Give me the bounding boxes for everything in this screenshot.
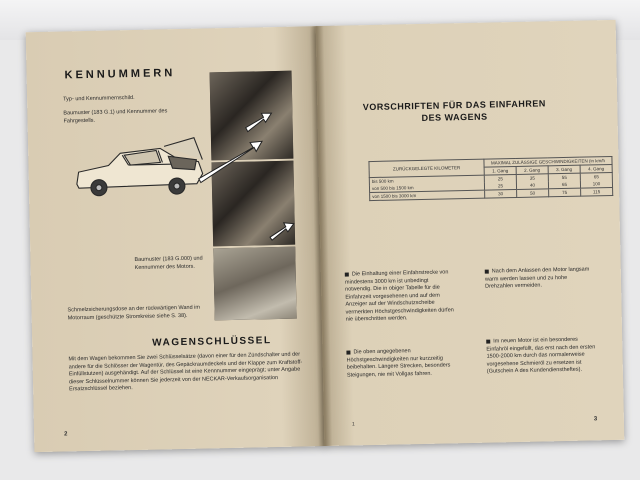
bullet-anlassen: [485, 266, 595, 291]
wagenschluessel-text: Mit dem Wagen bekommen Sie zwei Schlüsselsätze (davon einer für den Zündschalter und der andere für die Schlösser der Wagentür, des Gepäckraumdeckels und der Klappe zum Kraftstoff-Einfüllstutzen) ausgehändigt. Auf der Schlüssel ist eine Kennnummer eingeprägt; unter Angabe dieser Schlüsselnummer können Sie jederzeit von der NECKAR-Verkaufsorganisation Ersatzschlüssel beziehen.: [68, 351, 303, 393]
einfahren-title: [349, 97, 559, 125]
table-gear-header: 4. Gang: [580, 164, 612, 173]
table-header-km: ZURÜCKGELEGTE KILOMETER: [369, 159, 484, 177]
table-cell: 75: [549, 188, 581, 197]
table-cell: 50: [517, 189, 549, 198]
table-cell: 25: [484, 182, 516, 190]
bullet-text: Im neuen Motor ist ein besonderes Einfahröl eingefüllt, das erst nach den ersten 1500-2000 km durch das normalerweise vorgesehene Schmieröl zu ersetzen ist (Gutschein A des Kundendienstheftes).: [486, 336, 596, 375]
bullet-icon: [345, 272, 349, 276]
kennummern-heading: KENNUMMERN: [64, 67, 176, 82]
table-cell-km: bis 500 km: [369, 175, 484, 185]
bullet-icon: [486, 339, 490, 343]
open-booklet: [26, 20, 625, 452]
table-cell-km: von 500 bis 1500 km: [369, 183, 484, 193]
table-cell: 65: [548, 181, 580, 189]
table-cell: 55: [548, 173, 580, 181]
speed-limit-table: [368, 156, 613, 201]
table-cell-km: von 1500 bis 3000 km: [370, 190, 485, 200]
table-cell: 35: [516, 174, 548, 182]
wagenschluessel-heading: WAGENSCHLÜSSEL: [152, 335, 272, 349]
page-number-left: 2: [64, 431, 68, 438]
table-cell: 30: [485, 189, 517, 198]
bullet-text: Nach dem Anlassen den Motor langsam warm werden lassen und zu hohe Drehzahlen vermeiden.: [484, 266, 590, 290]
pointer-arrows: [157, 86, 321, 259]
table-gear-header: 2. Gang: [516, 166, 548, 175]
table-header-speed: MAXIMAL ZULÄSSIGE GESCHWINDIGKEITEN (in km/h: [484, 156, 612, 167]
bullet-text: Die oben angegebenen Höchstgeschwindigkeiten nur kurzzeitig beibehalten. Längere Strecken, besonders Steigungen, nie mit Vollgas fahren.: [346, 348, 451, 379]
table-cell: 25: [484, 174, 516, 182]
table-gear-header: 1. Gang: [484, 166, 516, 175]
table-cell: 100: [580, 180, 612, 188]
page-number-right: 3: [593, 416, 598, 423]
label-schmelzsicherung: Schmelzsicherungsdose an der rückwärtigen Wand im Motorraum (geschützte Stromkreise siehe S. 38).: [67, 304, 201, 322]
bullet-hoechstgeschwindigkeit: [346, 347, 457, 379]
label-baumuster-motor: Baumuster (183 G.000) und Kennummer des Motors.: [134, 255, 203, 271]
table-cell: 115: [581, 187, 613, 196]
left-page: [26, 26, 327, 452]
bullet-einfahroel: [486, 336, 597, 376]
bullet-text: Die Einhaltung einer Einfahrstrecke von mindestens 3000 km ist unbedingt notwendig. Die in obiger Tabelle für die Einfahrzeit vorgesehenen und auf dem Anzeiger auf der Windschutzscheibe vermerkten Höchstgeschwindigkeiten dürfen nie überschritten werden.: [344, 269, 454, 323]
label-typ-schild: Typ- und Kennummernschild.: [63, 94, 135, 103]
table-cell: 65: [580, 172, 612, 180]
table-gear-header: 3. Gang: [548, 165, 580, 174]
right-page: [316, 20, 625, 446]
bullet-icon: [346, 350, 350, 354]
einfahren-title-line1: VORSCHRIFTEN FÜR DAS EINFAHREN: [362, 98, 546, 113]
table-cell: 40: [516, 181, 548, 189]
page-mark-mid: 1: [351, 421, 355, 428]
einfahren-title-line2: DES WAGENS: [421, 111, 488, 123]
label-baumuster-fahrgestell: Baumuster (183 G.1) und Kennummer des Fahrgestells.: [63, 108, 168, 125]
bullet-einfahrstrecke: [345, 269, 456, 324]
bullet-icon: [485, 269, 489, 273]
